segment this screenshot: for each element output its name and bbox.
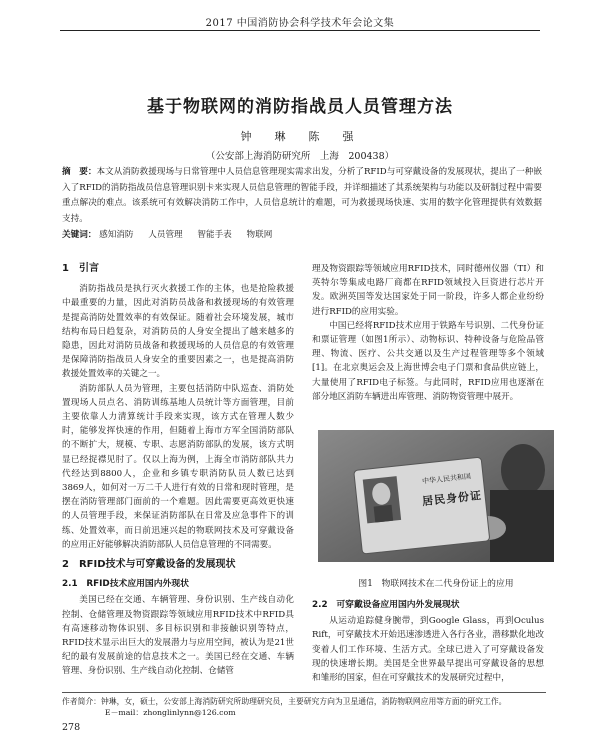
section-1-paragraph: 消防指战员是执行灭火救援工作的主体，也是抢险救援中最重要的力量，因此对消防员战备和救援现场的有效管理是提高消防处置效率的有效保证。随着社会环境发展，城市结构布局日趋复杂，对消防员的人身安全提出了越来越多的隐患，因此对消防员战备和救援现场的人员信息的有效管理是保障消防指战员人身安全的重要因素之一，也是提高消防救援处置效率的关键之一。: [62, 284, 294, 380]
section-2-1-paragraph-2: 中国已经将RFID技术应用于铁路车号识别、二代身份证和票证管理（如图1所示）、动物标识、特种设备与危险品管理、物流、医疗、公共交通以及生产过程管理等多个领域[1]。在北京奥运会及上海世博会电子门票和食品供应链上，大量使用了RFID电子标签。与此同时，RFID应用也逐渐在部分地区消防车辆进出库管理、消防物资管理中展开。: [312, 320, 544, 402]
header-rule: [60, 30, 540, 31]
footnote-rule: [62, 692, 546, 693]
abstract: [62, 165, 542, 227]
running-header: 2017 中国消防协会科学技术年会论文集: [205, 18, 395, 29]
section-1-heading: 1 引言: [62, 263, 99, 274]
authors: 钟 琳 陈 强: [240, 130, 360, 143]
figure-1-photo: [318, 430, 554, 562]
keywords: [62, 228, 542, 240]
section-2-heading: 2 RFID技术与可穿戴设备的发展现状: [62, 559, 236, 571]
keywords-label: 关键词：: [62, 230, 97, 240]
affiliation: （公安部上海消防研究所 上海 200438）: [205, 151, 395, 162]
keyword: 人员管理: [148, 230, 183, 240]
section-1-paragraph: 消防部队人员为管理，主要包括消防中队巡查、消防处置现场人员点名、消防训练基地人员统计等方面管理，目前主要依靠人力清算统计手段来实现，该方式在管理人数少时，能够发挥快速的作用，但随着上海市方军全国消防部队的不断扩大，规模、专职、志愿消防部队的发展，该方式明显已经捉襟见肘了。仅以上海为例，上海全市消防部队共力代经达到8800人，企业和乡镇专职消防队员人数已达到3869人，如何对一万二千人进行有效的日常和现时管理，是摆在消防管理部门面前的一个难题。因此需要更高效更快速的人员管理手段，来保证消防部队在日常及应急事件下的训练、处置效率，而日前迅速兴起的物联网技术及可穿戴设备的应用正好能够解决消防部队人员信息管理的不同需要。: [62, 383, 294, 550]
paper-title: 基于物联网的消防指战员人员管理方法: [147, 97, 453, 117]
section-2-2-heading: 2.2 可穿戴设备应用国内外发展现状: [312, 600, 460, 610]
section-2-1-continued: 理及物资跟踪等领域应用RFID技术，同时德州仪器（TI）和英特尔等集成电路厂商都在RFID领域投入巨资进行芯片开发。欧洲英国等发达国家处于同一阶段，许多人都企业纷纷进行RFID的应用实验。: [312, 264, 544, 317]
keyword: 智能手表: [197, 230, 232, 240]
card-text-line-2: 居民身份证: [421, 488, 483, 509]
section-2-1-paragraph: 美国已经在交通、车辆管理、身份识别、生产线自动化控制、仓储管理及物资跟踪等领域应用RFID技术中RFID具有高速移动物体识别、多目标识别和非接触识别等特点，RFID技术显示出巨大的发展潜力与应用空间，被认为是21世纪的最有发展前途的信息技术之一。美国已经在交通、车辆管理、身份识别、生产线自动化控制、仓储管: [62, 595, 294, 677]
section-2-1-heading: 2.1 RFID技术应用国内外现状: [62, 579, 189, 590]
footnote: [62, 696, 546, 718]
abstract-label: 摘 要：: [62, 167, 97, 177]
figure-1-caption: 图1 物联网技术在二代身份证上的应用: [358, 579, 514, 589]
page-number: 278: [62, 722, 81, 733]
author-email: E－mail：zhonglinlynn@126.com: [104, 708, 236, 717]
right-column-upper: [312, 262, 544, 404]
left-column: [62, 262, 294, 679]
card-text-line-1: 中华人民共和国: [421, 472, 472, 486]
author-bio: 作者简介：钟琳，女，硕士，公安部上海消防研究所助理研究员，主要研究方向为卫星通信，消防物联网应用等方面的研究工作。: [62, 697, 507, 706]
abstract-text: 本文从消防救援现场与日常管理中人员信息管理现实需求出发，分析了RFID与可穿戴设备的发展现状，提出了一种嵌入了RFID的消防指战员信息管理识别卡来实现人员信息管理的智能手段，并详细描述了其系统架构与功能以及研制过程中需要重点解决的难点。该系统可有效解决消防工作中，人员信息统计的难题，可为救援现场快速、实用的数字化管理提供有效数据支持。: [62, 167, 542, 224]
right-column-lower: [312, 598, 544, 685]
keyword: 感知消防: [99, 230, 134, 240]
keyword: 物联网: [246, 230, 273, 240]
section-2-2-paragraph: 从运动追踪健身腕带，到Google Glass，再到Oculus Rift，可穿戴技术开始迅速渗透进入各行各业，潜移默化地改变着人们工作环境、生活方式。全球已进入了可穿戴设备发现的快速增长期。美国是全世界最早提出可穿戴设备的思想和雏形的国家，但在可穿戴技术的发展研究过程中，: [312, 616, 544, 684]
